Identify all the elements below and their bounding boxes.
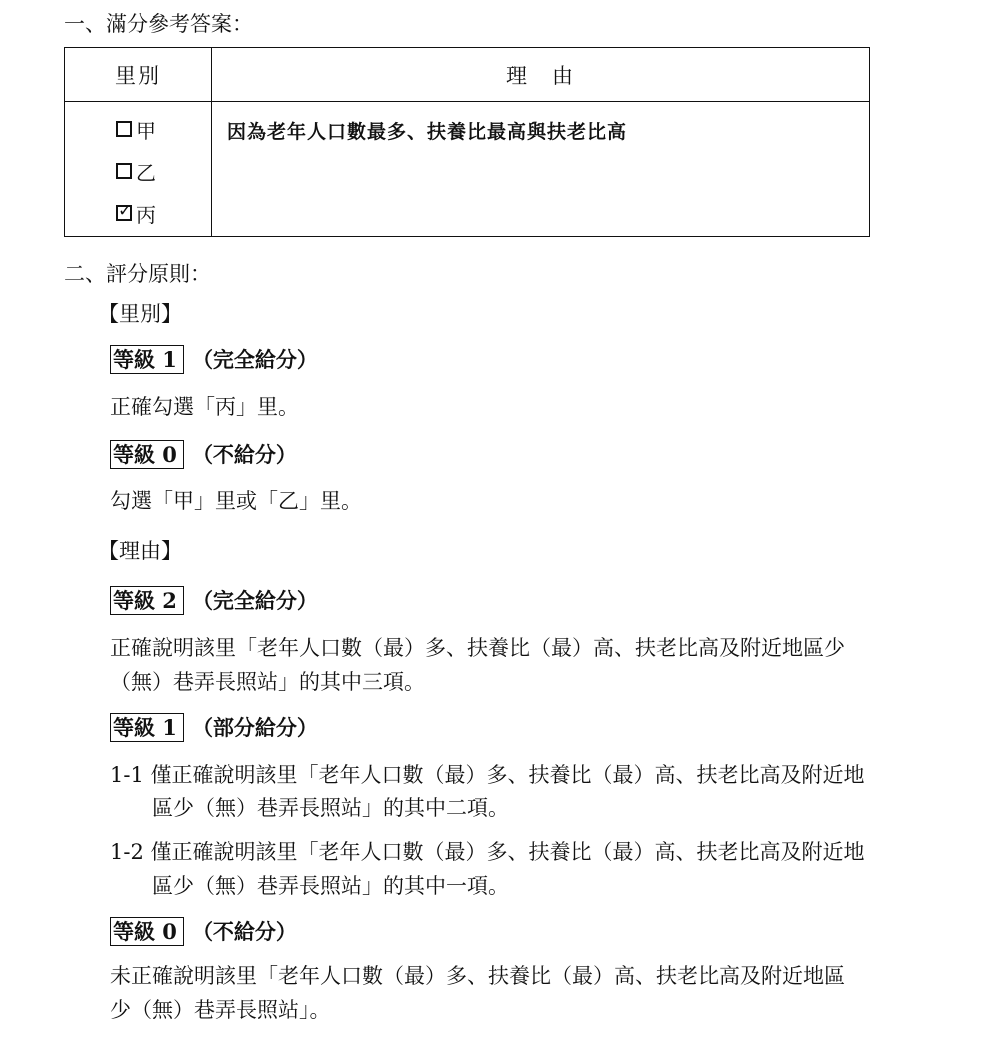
grade-heading <box>110 916 297 946</box>
checkbox-empty-icon[interactable] <box>116 163 132 179</box>
grade-note: （不給分） <box>191 442 297 467</box>
grade-description: 正確勾選「丙」里。 <box>110 395 299 419</box>
reason-cell <box>212 102 870 237</box>
grade-box: 等級 1 <box>110 345 184 374</box>
grade-description-line: 正確說明該里「老年人口數（最）多、扶養比（最）高、扶老比高及附近地區少 <box>110 636 845 660</box>
option-label: 乙 <box>136 160 156 185</box>
grade-description-line: 未正確說明該里「老年人口數（最）多、扶養比（最）高、扶老比高及附近地區 <box>110 964 845 988</box>
checkbox-checked-icon[interactable] <box>116 205 132 221</box>
grade-description: 勾選「甲」里或「乙」里。 <box>110 489 362 513</box>
checkbox-empty-icon[interactable] <box>116 121 132 137</box>
criteria-item: 1-1 僅正確說明該里「老年人口數（最）多、扶養比（最）高、扶老比高及附近地 <box>110 763 865 787</box>
section2-title: 二、評分原則： <box>64 262 211 286</box>
option-bing[interactable] <box>66 192 210 234</box>
header-reason: 理 由 <box>212 48 870 102</box>
grade-note: （完全給分） <box>191 347 318 372</box>
grade-box: 等級 2 <box>110 586 184 615</box>
option-label: 甲 <box>136 118 156 143</box>
grade-box: 等級 0 <box>110 440 184 469</box>
grade-note: （完全給分） <box>191 588 318 613</box>
option-jia[interactable] <box>66 108 210 150</box>
option-yi[interactable] <box>66 150 210 192</box>
criteria-item-continued: 區少（無）巷弄長照站」的其中一項。 <box>152 874 509 898</box>
option-label: 丙 <box>136 202 156 227</box>
header-district: 里別 <box>65 48 212 102</box>
grade-heading <box>110 712 318 742</box>
options-cell <box>65 102 212 237</box>
part-label-reason: 【理由】 <box>98 539 182 563</box>
grade-description-line: 少（無）巷弄長照站」。 <box>110 998 331 1022</box>
grade-note: （不給分） <box>191 919 297 944</box>
criteria-item: 1-2 僅正確說明該里「老年人口數（最）多、扶養比（最）高、扶老比高及附近地 <box>110 840 865 864</box>
section1-title: 一、滿分參考答案： <box>64 12 253 36</box>
grade-note: （部分給分） <box>191 715 318 740</box>
answer-table <box>64 47 870 237</box>
grade-heading <box>110 439 297 469</box>
grade-box: 等級 0 <box>110 917 184 946</box>
grade-description-line: （無）巷弄長照站」的其中三項。 <box>110 670 425 694</box>
part-label-district: 【里別】 <box>98 302 182 326</box>
grade-heading <box>110 585 318 615</box>
criteria-item-continued: 區少（無）巷弄長照站」的其中二項。 <box>152 796 509 820</box>
grade-box: 等級 1 <box>110 713 184 742</box>
grade-heading <box>110 344 318 374</box>
reason-text: 因為老年人口數最多、扶養比最高與扶老比高 <box>227 121 628 143</box>
